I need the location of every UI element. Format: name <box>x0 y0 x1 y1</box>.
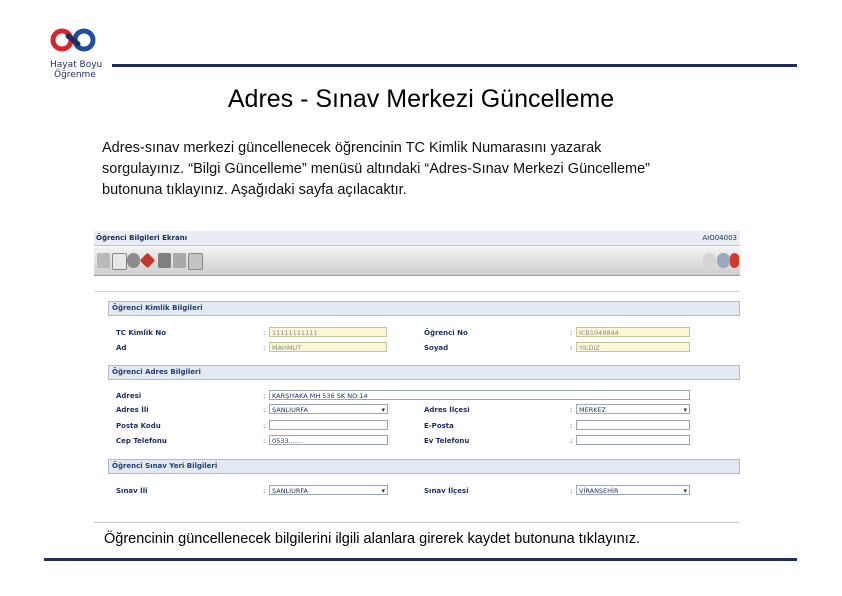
adresi-label: Adresi <box>116 392 142 400</box>
adres-il-select[interactable]: ŞANLIURFA ▾ <box>269 404 388 414</box>
document-icon[interactable] <box>112 253 127 270</box>
colon: : <box>570 344 573 352</box>
logo-text-line1: Hayat Boyu <box>50 60 103 70</box>
ad-field[interactable]: MAHMUT <box>269 342 387 352</box>
section-kimlik <box>108 301 740 316</box>
colon: : <box>263 329 266 337</box>
adres-ilce-label: Adres İlçesi <box>424 406 470 414</box>
ad-label: Ad <box>116 344 127 352</box>
ev-field[interactable] <box>576 435 690 445</box>
toolbar <box>94 247 740 276</box>
window-title-bar <box>94 231 740 246</box>
soyad-label: Soyad <box>424 344 449 352</box>
print-preview-icon[interactable] <box>188 253 203 270</box>
divider <box>94 291 740 292</box>
soyad-field[interactable]: YILDIZ <box>576 342 690 352</box>
colon: : <box>263 422 266 430</box>
section-title: Öğrenci Adres Bilgileri <box>112 368 201 376</box>
posta-field[interactable] <box>269 420 388 430</box>
sinav-il-label: Sınav İli <box>116 487 148 495</box>
sinav-il-select[interactable]: ŞANLIURFA ▾ <box>269 485 388 495</box>
colon: : <box>263 437 266 445</box>
save-icon[interactable] <box>158 253 171 268</box>
colon: : <box>263 344 266 352</box>
screen-code: AIO04003 <box>702 234 737 242</box>
sinav-ilce-label: Sınav İlçesi <box>424 487 469 495</box>
adres-ilce-select[interactable]: MERKEZ ▾ <box>576 404 690 414</box>
tc-label: TC Kimlik No <box>116 329 167 337</box>
footer-rule <box>44 558 797 561</box>
home-icon[interactable] <box>703 253 716 268</box>
cancel-icon[interactable] <box>140 253 156 269</box>
caption-divider <box>94 522 740 523</box>
section-sinav <box>108 459 740 474</box>
eposta-field[interactable] <box>576 420 690 430</box>
section-title: Öğrenci Kimlik Bilgileri <box>112 304 203 312</box>
section-adres <box>108 365 740 380</box>
ogrno-label: Öğrenci No <box>424 329 468 337</box>
slide-title: Adres - Sınav Merkezi Güncelleme <box>227 85 615 113</box>
logo-text-line2: Öğrenme <box>54 70 96 80</box>
adres-il-label: Adres İli <box>116 406 149 414</box>
help-icon[interactable] <box>717 253 730 268</box>
sinav-ilce-select[interactable]: VİRANŞEHİR ▾ <box>576 485 690 495</box>
eposta-label: E-Posta <box>424 422 454 430</box>
student-info-screen <box>94 231 740 523</box>
colon: : <box>570 329 573 337</box>
section-title: Öğrenci Sınav Yeri Bilgileri <box>112 462 218 470</box>
window-title: Öğrenci Bilgileri Ekranı <box>96 234 188 242</box>
edit-icon[interactable] <box>97 253 110 268</box>
colon: : <box>263 487 266 495</box>
colon: : <box>570 422 573 430</box>
print-icon[interactable] <box>173 253 186 268</box>
slide-caption: Öğrencinin güncellenecek bilgilerini ilgili alanlara girerek kaydet butonuna tıklayınız. <box>104 531 640 547</box>
cep-field[interactable]: 0533....... <box>269 435 388 445</box>
exit-icon[interactable] <box>730 253 739 268</box>
colon: : <box>263 392 266 400</box>
delete-icon[interactable] <box>127 253 140 268</box>
colon: : <box>570 487 573 495</box>
colon: : <box>263 406 266 414</box>
cep-label: Cep Telefonu <box>116 437 167 445</box>
ogrno-field[interactable]: ICB1049844 <box>576 327 690 337</box>
intro-line: butonuna tıklayınız. Aşağıdaki sayfa açılacaktır. <box>102 182 407 198</box>
tc-field[interactable]: 11111111111 <box>269 327 387 337</box>
intro-text <box>102 138 752 201</box>
intro-line: Adres-sınav merkezi güncellenecek öğrencinin TC Kimlik Numarasını yazarak <box>102 140 602 156</box>
header-rule <box>112 64 797 67</box>
intro-line: sorgulayınız. “Bilgi Güncelleme” menüsü altındaki “Adres-Sınav Merkezi Güncelleme” <box>102 161 650 177</box>
posta-label: Posta Kodu <box>116 422 161 430</box>
colon: : <box>570 437 573 445</box>
ev-label: Ev Telefonu <box>424 437 470 445</box>
colon: : <box>570 406 573 414</box>
adresi-field[interactable]: KARŞIYAKA MH 536 SK NO:14 <box>269 390 690 400</box>
